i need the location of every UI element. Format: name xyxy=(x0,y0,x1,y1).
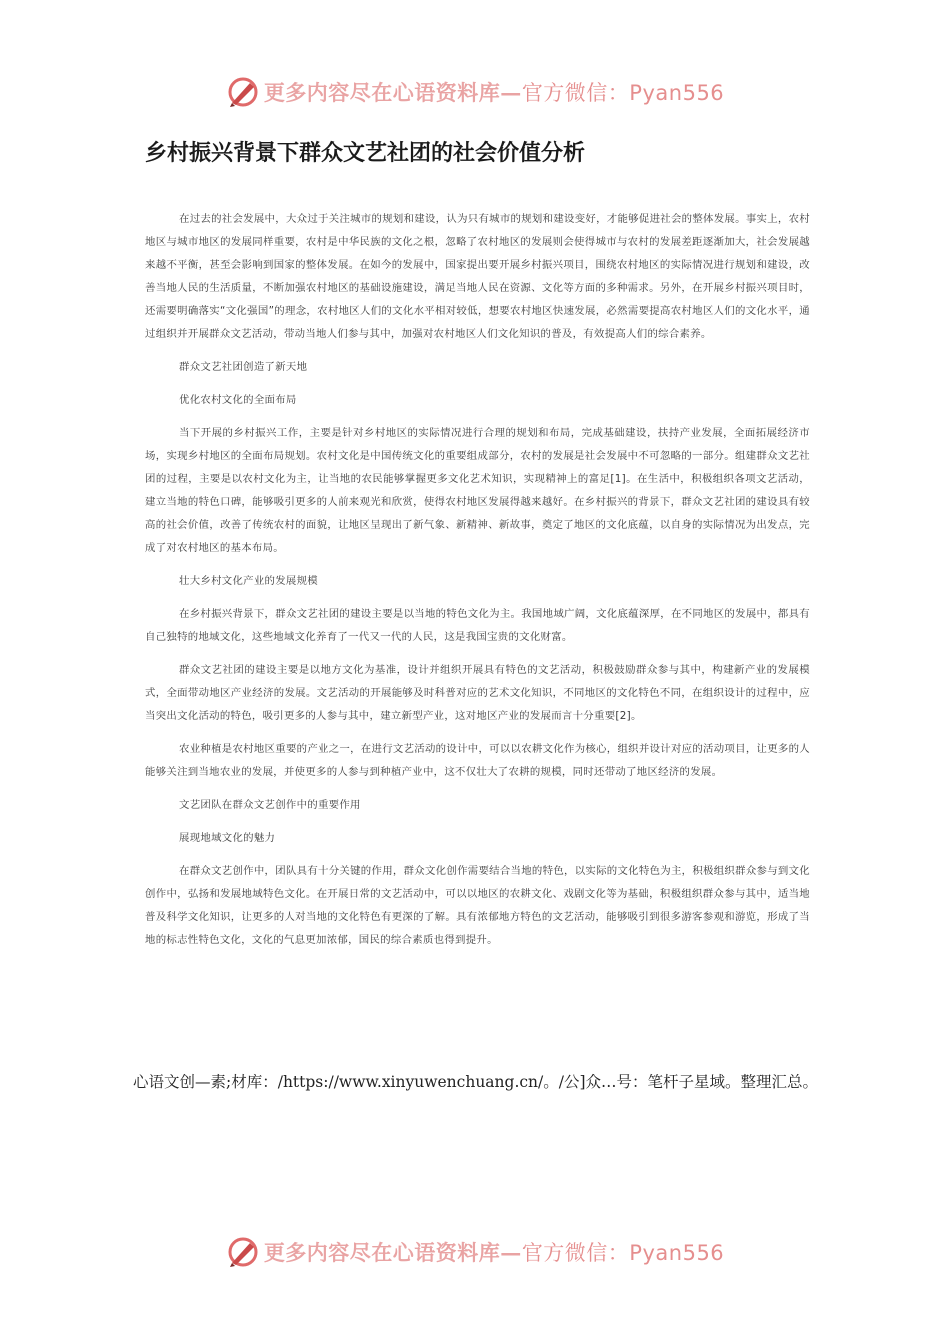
subsection-heading: 壮大乡村文化产业的发展规模 xyxy=(179,575,318,587)
paragraph: 当下开展的乡村振兴工作，主要是针对乡村地区的实际情况进行合理的规划和布局，完成基础建设，扶持产业发展，全面拓展经济市场，实现乡村地区的全面布局规划。农村文化是中国传统文化的重要组成部分，农村的发展是社会发展中不可忽略的一部分。组建群众文艺社团的过程，主要是以农村文化为主，让当地的农民能够掌握更多文化艺术知识，实现精神上的富足[1]。在生活中，积极组织各项文艺活动，建立当地的特色口碑，能够吸引更多的人前来观光和欣赏，使得农村地区发展得越来越好。在乡村振兴的背景下，群众文艺社团的建设具有较高的社会价值，改善了传统农村的面貌，让地区呈现出了新气象、新精神、新故事，奠定了地区的文化底蕴，以自身的实际情况为出发点，完成了对农村地区的基本布局。 xyxy=(145,427,810,554)
subsection-heading: 展现地域文化的魅力 xyxy=(179,832,276,844)
paragraph: 在乡村振兴背景下，群众文艺社团的建设主要是以当地的特色文化为主。我国地域广阔，文化底蕴深厚，在不同地区的发展中，都具有自己独特的地域文化，这些地域文化养育了一代又一代的人民，这是我国宝贵的文化财富。 xyxy=(145,608,810,643)
document-body xyxy=(145,208,810,962)
paragraph: 在过去的社会发展中，大众过于关注城市的规划和建设，认为只有城市的规划和建设变好，才能够促进社会的整体发展。事实上，农村地区与城市地区的发展同样重要，农村是中华民族的文化之根，忽略了农村地区的发展则会使得城市与农村的发展差距逐渐加大，社会发展越来越不平衡，甚至会影响到国家的整体发展。在如今的发展中，国家提出要开展乡村振兴项目，围绕农村地区的实际情况进行规划和建设，改善当地人民的生活质量，不断加强农村地区的基础设施建设，满足当地人民在资源、文化等方面的多种需求。另外，在开展乡村振兴项目时，还需要明确落实“文化强国”的理念，农村地区人们的文化水平相对较低，想要农村地区快速发展，必然需要提高农村地区人们的文化水平，通过组织并开展群众文艺活动，带动当地人们参与其中，加强对农村地区人们文化知识的普及，有效提高人们的综合素养。 xyxy=(145,213,810,340)
source-note: 心语文创—素;材库：/https://www.xinyuwenchuang.cn/。/公]众…号：笔杆子星域。整理汇总。 xyxy=(133,1073,819,1091)
watermark-banner-top xyxy=(0,72,950,112)
banner-text: 更多内容尽在心语资料库— xyxy=(263,1240,522,1265)
section-heading: 群众文艺社团创造了新天地 xyxy=(179,361,308,373)
banner-accent: 官方微信：Pyan556 xyxy=(521,1241,725,1265)
subsection-heading: 优化农村文化的全面布局 xyxy=(179,394,297,406)
watermark-banner-bottom xyxy=(0,1232,950,1272)
banner-text: 更多内容尽在心语资料库— xyxy=(263,80,522,105)
document-title: 乡村振兴背景下群众文艺社团的社会价值分析 xyxy=(145,141,586,166)
pen-logo-icon xyxy=(226,1235,260,1269)
paragraph: 在群众文艺创作中，团队具有十分关键的作用，群众文化创作需要结合当地的特色，以实际的文化特色为主，积极组织群众参与到文化创作中，弘扬和发展地域特色文化。在开展日常的文艺活动中，可以以地区的农耕文化、戏剧文化等为基础，积极组织群众参与其中，适当地普及科学文化知识，让更多的人对当地的文化特色有更深的了解。具有浓郁地方特色的文艺活动，能够吸引到很多游客参观和游览，形成了当地的标志性特色文化，文化的气息更加浓郁，国民的综合素质也得到提升。 xyxy=(145,865,810,946)
banner-accent: 官方微信：Pyan556 xyxy=(521,81,725,105)
section-heading: 文艺团队在群众文艺创作中的重要作用 xyxy=(179,799,361,811)
pen-logo-icon xyxy=(226,75,260,109)
paragraph: 农业种植是农村地区重要的产业之一，在进行文艺活动的设计中，可以以农耕文化作为核心，组织并设计对应的活动项目，让更多的人能够关注到当地农业的发展，并使更多的人参与到种植产业中，这不仅壮大了农耕的规模，同时还带动了地区经济的发展。 xyxy=(145,743,810,778)
paragraph: 群众文艺社团的建设主要是以地方文化为基准，设计并组织开展具有特色的文艺活动，积极鼓励群众参与其中，构建新产业的发展模式，全面带动地区产业经济的发展。文艺活动的开展能够及时科普对应的艺术文化知识，不同地区的文化特色不同，在组织设计的过程中，应当突出文化活动的特色，吸引更多的人参与其中，建立新型产业，这对地区产业的发展而言十分重要[2]。 xyxy=(145,664,810,722)
